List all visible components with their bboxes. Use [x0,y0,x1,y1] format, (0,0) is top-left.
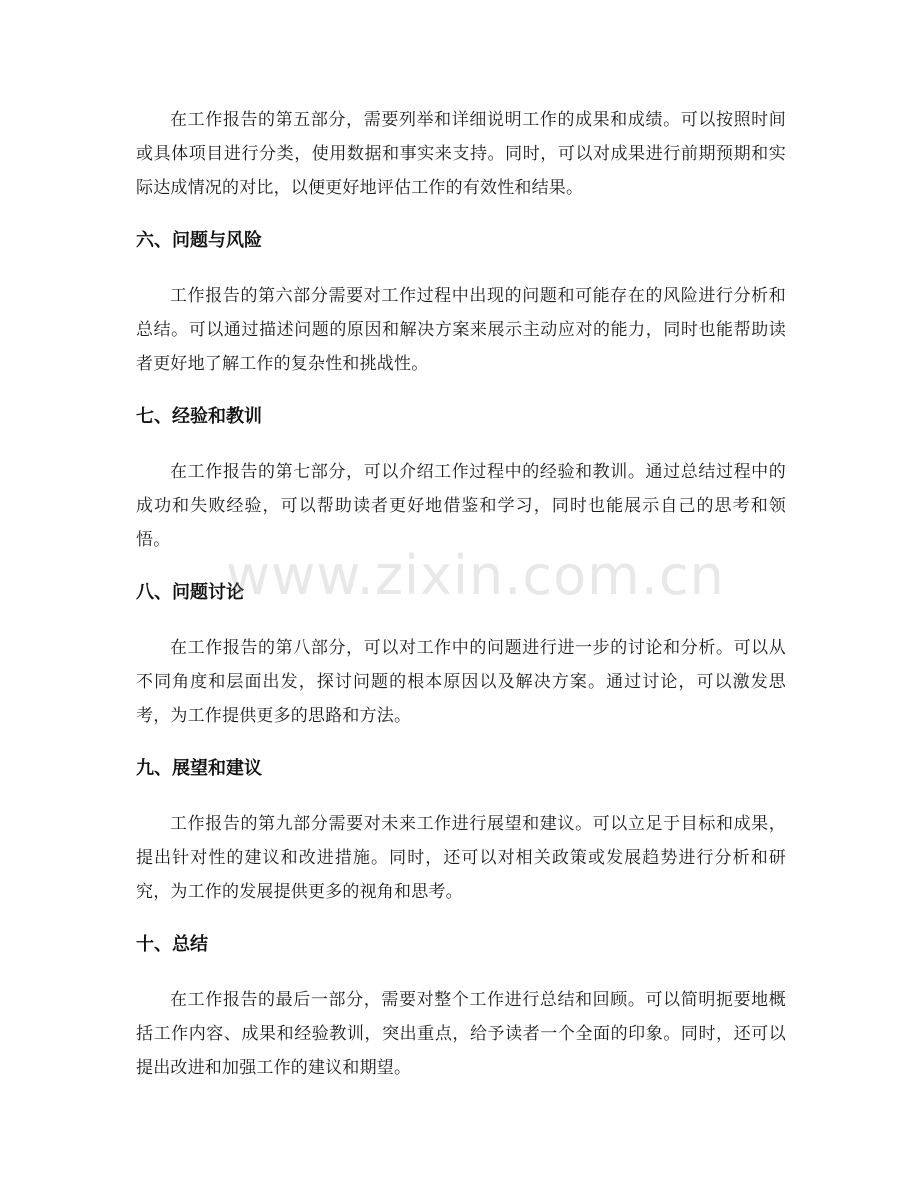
section-paragraph-8: 在工作报告的第八部分，可以对工作中的问题进行进一步的讨论和分析。可以从不同角度和层面出发，探讨问题的根本原因以及解决方案。通过讨论，可以激发思考，为工作提供更多的思路和方法。 [136,638,786,726]
document-body [136,103,786,1085]
section-heading-7: 七、经验和教训 [136,406,262,427]
section-paragraph-6: 工作报告的第六部分需要对工作过程中出现的问题和可能存在的风险进行分析和总结。可以通过描述问题的原因和解决方案来展示主动应对的能力，同时也能帮助读者更好地了解工作的复杂性和挑战性。 [136,286,786,374]
section-paragraph-7: 在工作报告的第七部分，可以介绍工作过程中的经验和教训。通过总结过程中的成功和失败经验，可以帮助读者更好地借鉴和学习，同时也能展示自己的思考和领悟。 [136,462,786,550]
section-heading-9: 九、展望和建议 [136,758,262,779]
section-heading-6: 六、问题与风险 [136,230,262,251]
watermark-text: www.zixin.com.cn [226,544,725,607]
intro-paragraph: 在工作报告的第五部分，需要列举和详细说明工作的成果和成绩。可以按照时间或具体项目进行分类，使用数据和事实来支持。同时，可以对成果进行前期预期和实际达成情况的对比，以便更好地评估工作的有效性和结果。 [136,110,786,198]
section-paragraph-9: 工作报告的第九部分需要对未来工作进行展望和建议。可以立足于目标和成果，提出针对性的建议和改进措施。同时，还可以对相关政策或发展趋势进行分析和研究，为工作的发展提供更多的视角和思考。 [136,814,786,902]
section-heading-10: 十、总结 [136,934,208,955]
section-heading-8: 八、问题讨论 [136,582,244,603]
section-paragraph-10: 在工作报告的最后一部分，需要对整个工作进行总结和回顾。可以简明扼要地概括工作内容、成果和经验教训，突出重点，给予读者一个全面的印象。同时，还可以提出改进和加强工作的建议和期望。 [136,990,786,1078]
